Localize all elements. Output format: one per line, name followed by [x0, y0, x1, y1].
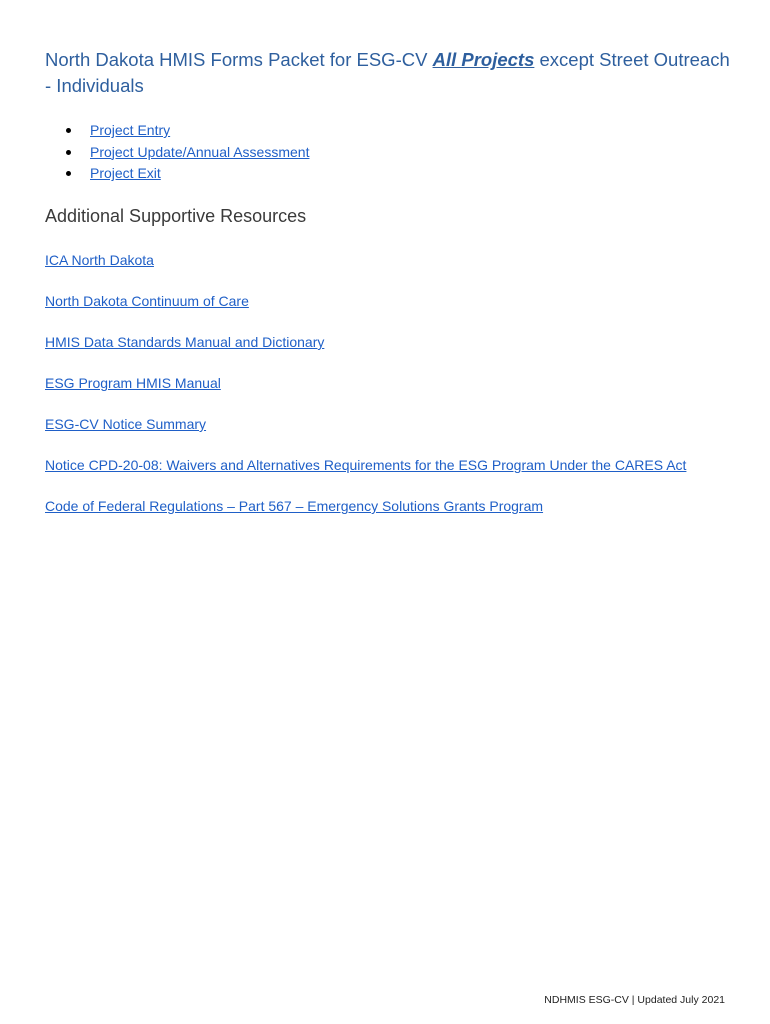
notice-cpd-20-08-link[interactable]: Notice CPD-20-08: Waivers and Alternatives Requirements for the ESG Program Under the CARES Act — [45, 457, 687, 473]
ica-north-dakota-link[interactable]: ICA North Dakota — [45, 252, 154, 268]
project-entry-link[interactable]: Project Entry — [90, 122, 171, 138]
esg-cv-notice-summary-link[interactable]: ESG-CV Notice Summary — [45, 416, 207, 432]
project-exit-link[interactable]: Project Exit — [90, 165, 161, 181]
project-update-link[interactable]: Project Update/Annual Assessment — [90, 143, 310, 160]
bullet-icon — [66, 171, 71, 176]
data-standards-manual-link[interactable]: HMIS Data Standards Manual and Dictionary — [45, 334, 325, 350]
page-footer: NDHMIS ESG-CV | Updated July 2021 — [544, 994, 725, 1006]
resources-heading: Additional Supportive Resources — [45, 206, 307, 226]
bullet-icon — [66, 128, 71, 133]
page-title — [45, 47, 735, 98]
cfr-part-567-link[interactable]: Code of Federal Regulations – Part 567 – Emergency Solutions Grants Program — [45, 498, 544, 514]
continuum-of-care-link[interactable]: North Dakota Continuum of Care — [45, 293, 249, 309]
all-projects-link[interactable]: All Projects — [432, 49, 535, 70]
title-prefix: North Dakota HMIS Forms Packet for ESG-CV — [45, 49, 433, 70]
bullet-icon — [66, 150, 71, 155]
esg-hmis-manual-link[interactable]: ESG Program HMIS Manual — [45, 375, 221, 391]
title-suffix: except Street Outreach - Individuals — [45, 49, 730, 96]
